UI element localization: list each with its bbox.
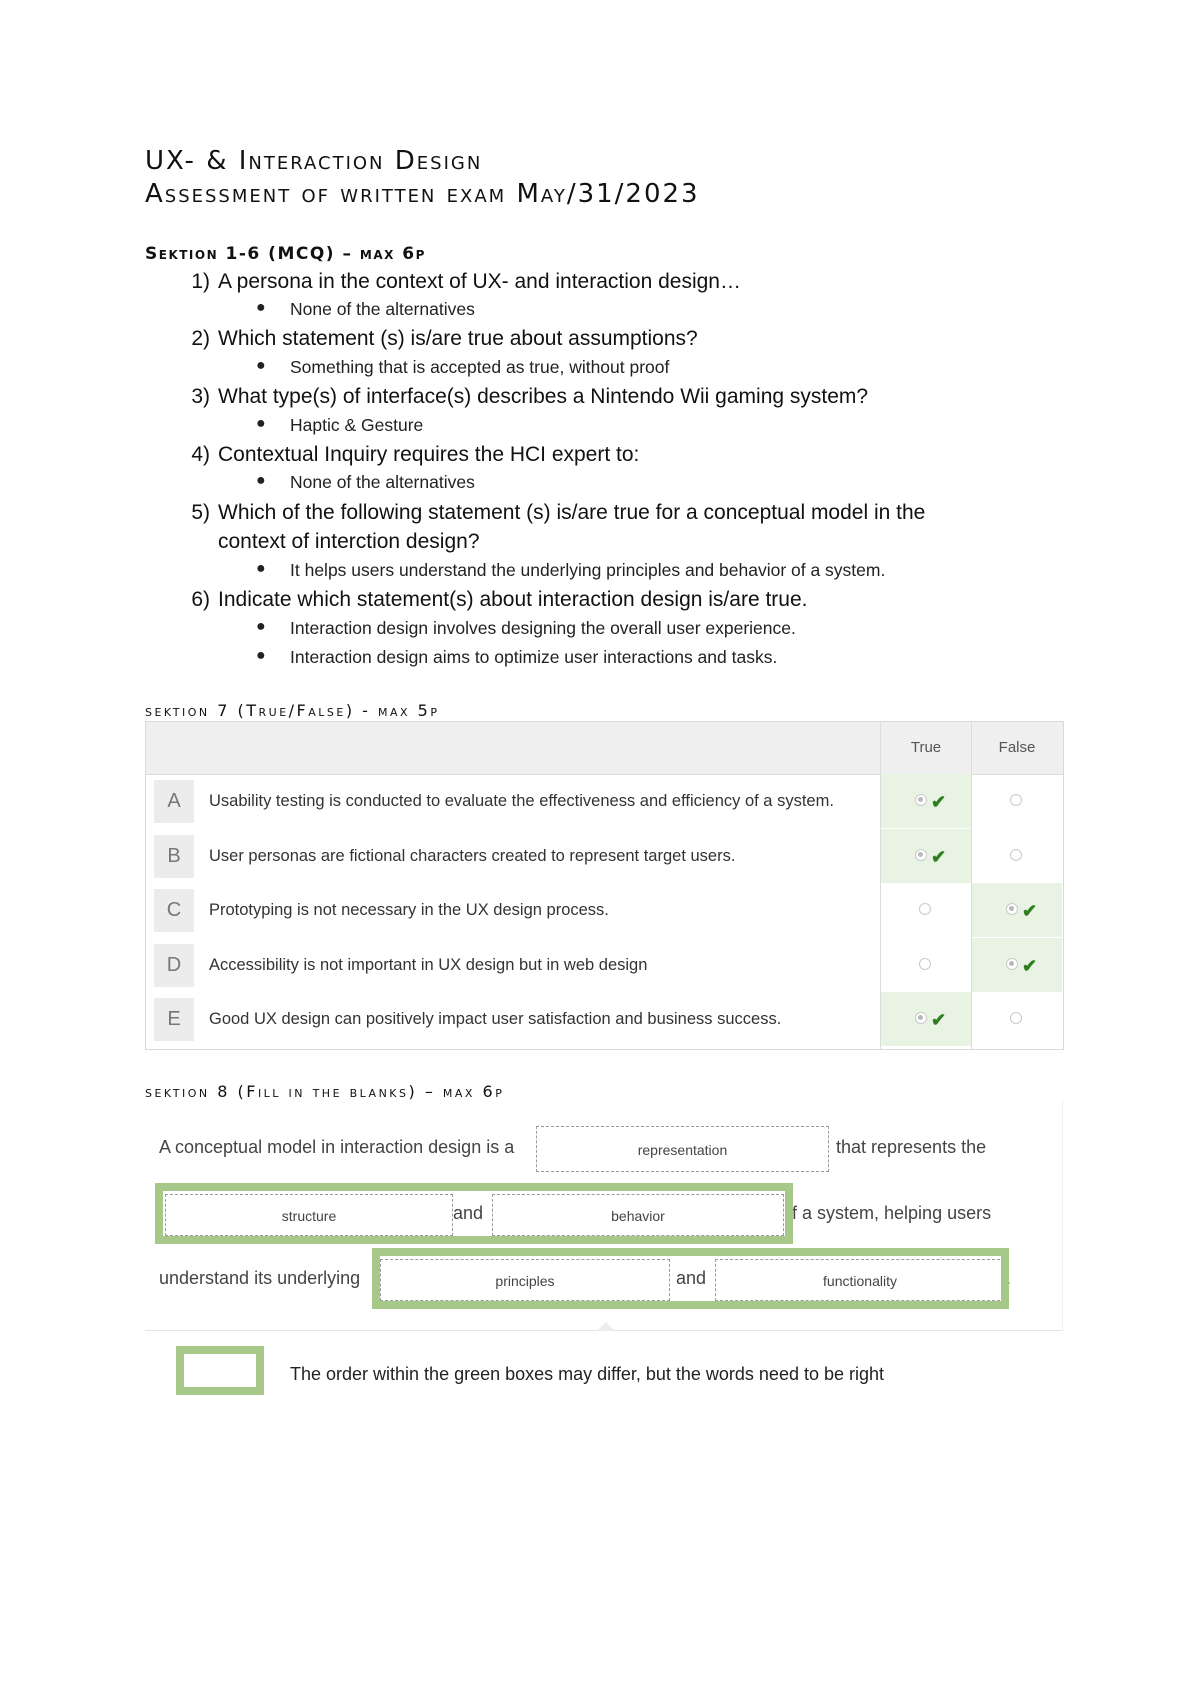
fill-text-line1-end: that represents the xyxy=(836,1137,987,1157)
fill-text-line3-start: understand its underlying xyxy=(159,1268,361,1288)
fill-text-line2-end: f a system, helping users xyxy=(792,1203,992,1223)
answer-text: It helps users understand the underlying principles and behavior of a system. xyxy=(290,560,886,580)
table-row xyxy=(146,883,1063,937)
and-word: and xyxy=(676,1268,707,1288)
bullet-icon: ● xyxy=(256,357,266,374)
checkmark-icon: ✔ xyxy=(1022,955,1038,976)
question-6 xyxy=(191,588,808,612)
column-false-header: False xyxy=(998,739,1036,756)
row-letter: A xyxy=(154,780,194,823)
question-number: 1) xyxy=(191,270,210,293)
table-row xyxy=(146,829,1063,883)
green-answer-box xyxy=(372,1248,1012,1309)
bullet-icon: ● xyxy=(256,415,266,432)
answer-cell-true xyxy=(881,992,971,1046)
panel-notch xyxy=(597,1322,615,1331)
answer-6a xyxy=(256,618,796,639)
radio-button-false[interactable] xyxy=(1006,903,1018,915)
answer-2 xyxy=(256,357,670,378)
row-letter: B xyxy=(154,835,194,878)
answer-3 xyxy=(256,415,424,436)
bullet-icon: ● xyxy=(256,560,266,577)
answer-text: Something that is accepted as true, without proof xyxy=(290,357,670,377)
answer-text: Interaction design involves designing the overall user experience. xyxy=(290,618,796,638)
blank-principles[interactable]: principles xyxy=(380,1259,670,1301)
radio-button-true[interactable] xyxy=(915,1012,927,1024)
checkmark-icon: ✔ xyxy=(931,1010,947,1030)
radio-button-false[interactable] xyxy=(1010,1012,1022,1024)
radio-button-true[interactable] xyxy=(915,849,927,861)
answer-cell-false xyxy=(972,992,1062,1046)
checkmark-icon: ✔ xyxy=(1022,901,1038,921)
answer-cell-false xyxy=(972,829,1062,883)
radio-button-false[interactable] xyxy=(1010,849,1022,861)
answer-cell-false xyxy=(972,938,1062,992)
answer-1 xyxy=(256,299,475,320)
question-5 xyxy=(191,501,926,525)
radio-button-false[interactable] xyxy=(1010,794,1022,806)
answer-text: Interaction design aims to optimize user interactions and tasks. xyxy=(290,647,778,667)
trailing-period: . xyxy=(1006,1268,1012,1288)
bullet-icon: ● xyxy=(256,472,266,489)
doc-title-line2: Assessment of written exam May/31/2023 xyxy=(145,179,700,209)
statement-text: Good UX design can positively impact user satisfaction and business success. xyxy=(209,1010,782,1028)
question-5-line2 xyxy=(218,530,480,554)
table-header xyxy=(146,722,1063,775)
blank-behavior[interactable]: behavior xyxy=(492,1194,784,1236)
legend-note: The order within the green boxes may differ, but the words need to be right xyxy=(290,1364,885,1384)
table-row xyxy=(146,774,1063,828)
question-text: Which of the following statement (s) is/are true for a conceptual model in the xyxy=(218,501,926,524)
radio-button-true[interactable] xyxy=(919,958,931,970)
legend-green-box xyxy=(176,1346,264,1395)
checkmark-icon: ✔ xyxy=(931,792,947,812)
and-word: and xyxy=(453,1203,484,1223)
radio-button-true[interactable] xyxy=(915,794,927,806)
answer-cell-false xyxy=(972,883,1062,937)
answer-cell-false xyxy=(972,774,1062,828)
bullet-icon: ● xyxy=(256,618,266,635)
answer-text: None of the alternatives xyxy=(290,299,475,319)
statement-text: Accessibility is not important in UX design but in web design xyxy=(209,955,648,974)
column-true-header: True xyxy=(910,739,942,756)
section-fill-heading: sektion 8 (Fill in the blanks) – max 6p xyxy=(145,1082,505,1101)
question-text: Contextual Inquiry requires the HCI expert to: xyxy=(218,443,640,466)
question-4 xyxy=(191,443,640,467)
question-2 xyxy=(191,327,698,351)
question-text: Which statement (s) is/are true about assumptions? xyxy=(218,327,698,350)
table-row xyxy=(146,938,1063,992)
bullet-icon: ● xyxy=(256,299,266,316)
table-row xyxy=(146,992,1063,1046)
statement-text: Usability testing is conducted to evaluate the effectiveness and efficiency of a system. xyxy=(209,792,834,810)
question-number: 5) xyxy=(191,501,210,524)
row-letter: E xyxy=(154,998,194,1041)
statement-text: User personas are fictional characters created to represent target users. xyxy=(209,846,736,865)
blank-functionality[interactable]: functionality xyxy=(715,1259,1005,1301)
answer-6b xyxy=(256,647,778,668)
question-text: A persona in the context of UX- and interaction design… xyxy=(218,270,741,293)
section-truefalse-heading: sektion 7 (True/False) - max 5p xyxy=(145,701,440,720)
answer-cell-true xyxy=(881,829,971,883)
radio-button-true[interactable] xyxy=(919,903,931,915)
blank-representation[interactable]: representation xyxy=(536,1126,829,1172)
checkmark-icon: ✔ xyxy=(931,846,947,867)
answer-cell-true xyxy=(881,774,971,828)
question-number: 6) xyxy=(191,588,210,611)
answer-4 xyxy=(256,472,475,493)
statement-text: Prototyping is not necessary in the UX design process. xyxy=(209,901,609,919)
answer-text: None of the alternatives xyxy=(290,472,475,492)
answer-text: Haptic & Gesture xyxy=(290,415,424,435)
blank-structure[interactable]: structure xyxy=(165,1194,453,1236)
truefalse-table xyxy=(145,721,1064,1050)
answer-cell-true xyxy=(881,883,971,937)
section-mcq-heading: Sektion 1-6 (MCQ) – max 6p xyxy=(145,244,426,264)
question-text: Indicate which statement(s) about interaction design is/are true. xyxy=(218,588,808,611)
row-letter: C xyxy=(154,889,194,932)
radio-button-false[interactable] xyxy=(1006,958,1018,970)
answer-5 xyxy=(256,560,886,581)
question-3 xyxy=(191,385,869,409)
question-text: context of interction design? xyxy=(218,530,480,553)
question-number: 4) xyxy=(191,443,210,466)
question-1 xyxy=(191,270,741,294)
bullet-icon: ● xyxy=(256,647,266,664)
question-number: 3) xyxy=(191,385,210,408)
green-answer-box xyxy=(155,1183,793,1244)
answer-cell-true xyxy=(881,938,971,992)
question-number: 2) xyxy=(191,327,210,350)
row-letter: D xyxy=(154,944,194,987)
fill-text-line1-start: A conceptual model in interaction design is a xyxy=(159,1137,515,1157)
doc-title-line1: UX- & Interaction Design xyxy=(145,146,483,176)
question-text: What type(s) of interface(s) describes a Nintendo Wii gaming system? xyxy=(218,385,869,408)
